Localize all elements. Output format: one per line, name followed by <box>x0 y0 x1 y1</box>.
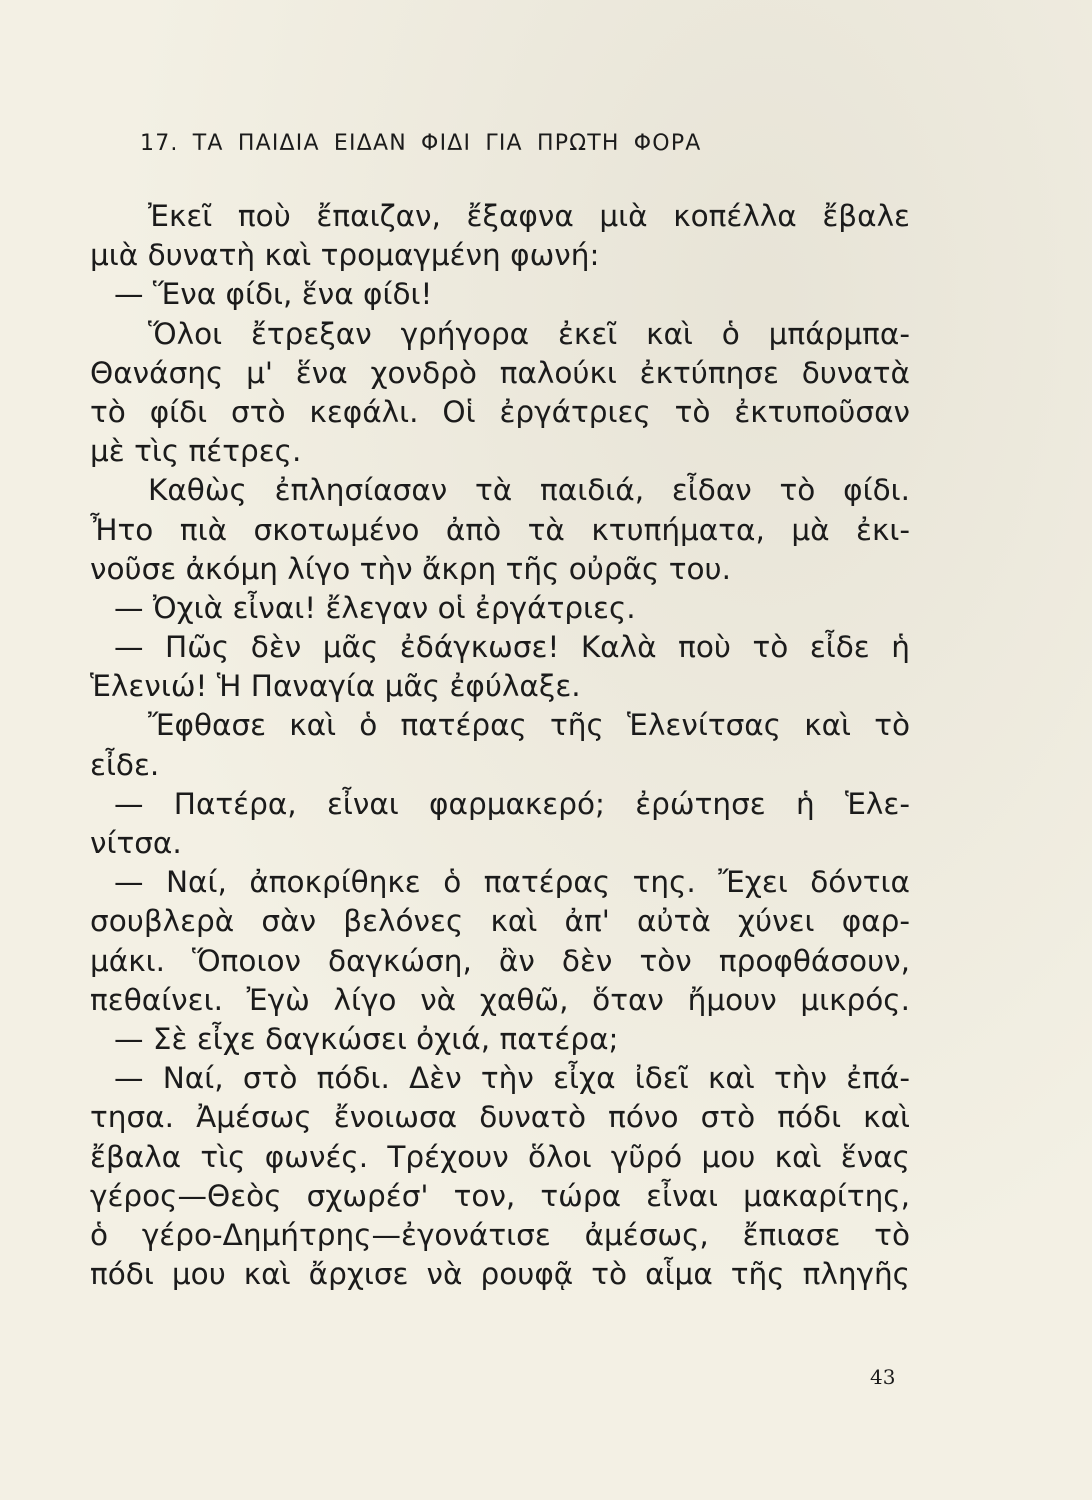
text-line: νίτσα. <box>90 826 182 860</box>
text-line: σουβλερὰ σὰν βελόνες καὶ ἀπ' αὐτὰ χύνει φαρ- <box>90 904 910 939</box>
text-line: Καθὼς ἐπλησίασαν τὰ παιδιά, εἶδαν τὸ φίδι. <box>148 473 910 508</box>
text-line: μάκι. Ὅποιον δαγκώση, ἂν δὲν τὸν προφθάσουν, <box>90 943 910 978</box>
text-line: τησα. Ἀμέσως ἔνοιωσα δυνατὸ πόνο στὸ πόδι καὶ <box>90 1100 910 1135</box>
chapter-heading: 17. ΤΑ ΠΑΙΔΙΑ ΕΙΔΑΝ ΦΙΔΙ ΓΙΑ ΠΡΩΤΗ ΦΟΡΑ <box>140 131 702 156</box>
text-line: Θανάσης μ' ἕνα χονδρὸ παλούκι ἐκτύπησε δυνατὰ <box>90 355 910 390</box>
text-line: ὁ γέρο-Δημήτρης—ἐγονάτισε ἀμέσως, ἔπιασε τὸ <box>90 1217 910 1252</box>
text-line: — Ναί, ἀποκρίθηκε ὁ πατέρας της. Ἔχει δόντια <box>114 865 910 900</box>
text-line: — Πατέρα, εἶναι φαρμακερό; ἐρώτησε ἡ Ἑλε- <box>114 786 910 821</box>
text-line: μιὰ δυνατὴ καὶ τρομαγμένη φωνή: <box>90 238 600 273</box>
text-line: Ἑλενιώ! Ἡ Παναγία μᾶς ἐφύλαξε. <box>90 669 581 704</box>
body-text <box>90 197 910 1294</box>
text-line: γέρος—Θεὸς σχωρέσ' τον, τώρα εἶναι μακαρίτης, <box>90 1178 910 1213</box>
text-line: Ὅλοι ἔτρεξαν γρήγορα ἐκεῖ καὶ ὁ μπάρμπα- <box>148 316 910 351</box>
text-line: Ἦτο πιὰ σκοτωμένο ἀπὸ τὰ κτυπήματα, μὰ ἐκι- <box>90 512 910 547</box>
text-line: τὸ φίδι στὸ κεφάλι. Οἱ ἐργάτριες τὸ ἐκτυποῦσαν <box>90 394 910 429</box>
text-line: εἶδε. <box>90 747 160 782</box>
page-number: 43 <box>870 1365 896 1389</box>
text-line: — Σὲ εἶχε δαγκώσει ὀχιά, πατέρα; <box>114 1021 619 1056</box>
text-line: πόδι μου καὶ ἄρχισε νὰ ρουφᾷ τὸ αἷμα τῆς πληγῆς <box>90 1257 910 1292</box>
text-line: μὲ τὶς πέτρες. <box>90 434 302 469</box>
text-line: Ἔφθασε καὶ ὁ πατέρας τῆς Ἑλενίτσας καὶ τὸ <box>148 708 910 743</box>
text-line: ἔβαλα τὶς φωνές. Τρέχουν ὅλοι γῦρό μου καὶ ἕνας <box>90 1139 910 1174</box>
text-line: Ἐκεῖ ποὺ ἔπαιζαν, ἔξαφνα μιὰ κοπέλλα ἔβαλε <box>148 199 910 233</box>
text-line: — Πῶς δὲν μᾶς ἐδάγκωσε! Καλὰ ποὺ τὸ εἶδε ἡ <box>114 630 910 665</box>
text-line: — Ἕνα φίδι, ἕνα φίδι! <box>114 277 433 312</box>
text-line: νοῦσε ἀκόμη λίγο τὴν ἄκρη τῆς οὐρᾶς του. <box>90 551 731 586</box>
text-line: — Ὀχιὰ εἶναι! ἔλεγαν οἱ ἐργάτριες. <box>114 590 636 625</box>
text-line: πεθαίνει. Ἐγὼ λίγο νὰ χαθῶ, ὅταν ἤμουν μικρός. <box>90 982 910 1017</box>
text-line: — Ναί, στὸ πόδι. Δὲν τὴν εἶχα ἰδεῖ καὶ τὴν ἐπά- <box>114 1061 910 1096</box>
